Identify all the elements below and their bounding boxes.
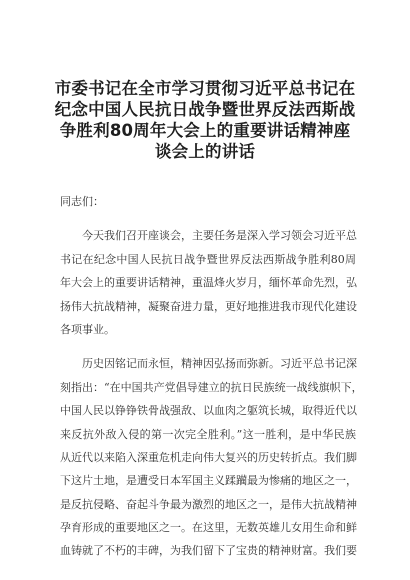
text-line: 今天我们召开座谈会，主要任务是深入学习领会习近平总 (82, 229, 357, 243)
salutation: 同志们： (60, 195, 104, 208)
document-body (60, 190, 363, 574)
text-line: 血铸就了不朽的丰碑，为我们留下了宝贵的精神财富。我们要 (60, 544, 357, 558)
text-line: 书记在纪念中国人民抗日战争暨世界反法西斯战争胜利80周 (60, 252, 356, 266)
text-line: 来反抗外敌入侵的第一次完全胜利。”这一胜利，是中华民族 (60, 427, 356, 441)
text-line: 扬伟大抗战精神，凝聚奋进力量，更好地推进我市现代化建设 (60, 299, 357, 313)
document-title (40, 78, 370, 162)
title-line: 市委书记在全市学习贯彻习近平总书记在 (54, 79, 356, 98)
paragraph-2 (60, 352, 363, 563)
text-line: 年大会上的重要讲话精神，重温烽火岁月，缅怀革命先烈，弘 (60, 276, 357, 290)
paragraph-1 (60, 224, 356, 341)
title-line: 纪念中国人民抗日战争暨世界反法西斯战 (54, 100, 356, 119)
text-line: 历史因铭记而永恒，精神因弘扬而弥新。习近平总书记深 (82, 357, 357, 371)
title-line: 谈会上的讲话 (154, 142, 256, 161)
text-line: 刻指出：“在中国共产党倡导建立的抗日民族统一战线旗帜下， (60, 380, 363, 394)
text-line: 孕育形成的重要地区之一。在这里，无数英雄儿女用生命和鲜 (60, 521, 357, 535)
text-line: 是反抗侵略、奋起斗争最为激烈的地区之一，是伟大抗战精神 (60, 497, 357, 511)
text-line: 下这片土地，是遭受日本军国主义蹂躏最为惨痛的地区之一， (60, 474, 357, 488)
text-line: 中国人民以铮铮铁骨战强敌、以血肉之躯筑长城，取得近代以 (60, 404, 357, 418)
title-line: 争胜利80周年大会上的重要讲话精神座 (59, 121, 351, 140)
text-line: 从近代以来陷入深重危机走向伟大复兴的历史转折点。我们脚 (60, 450, 357, 464)
text-line: 各项事业。 (60, 322, 115, 336)
